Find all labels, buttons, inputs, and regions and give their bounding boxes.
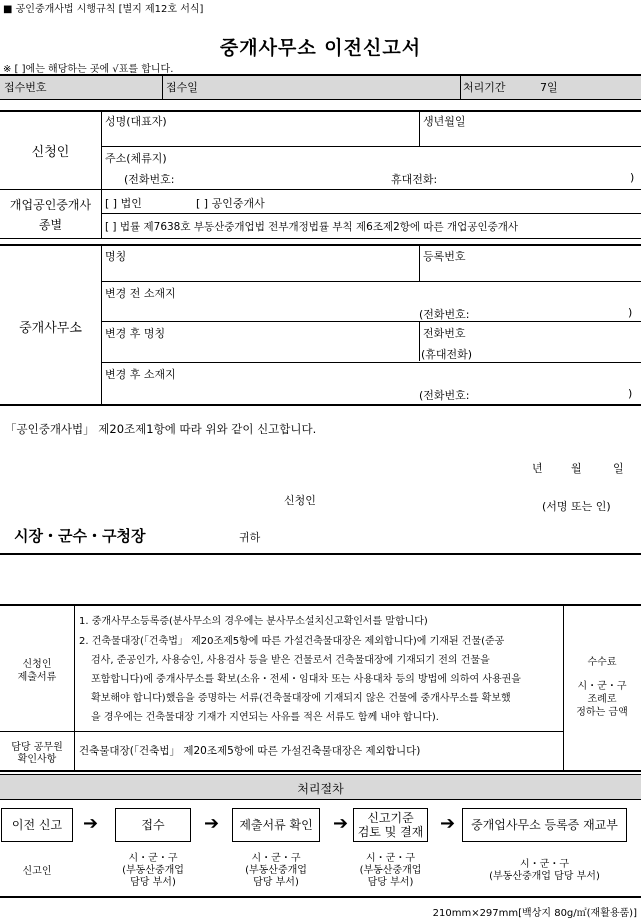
procedure-actor — [353, 853, 428, 889]
fee-label: 수수료 — [587, 657, 617, 668]
office-new-mobile-label: (휴대전화) — [421, 348, 473, 361]
procedure-step: 중개업사무소 등록증 재교부 — [462, 808, 627, 842]
procedure-title: 처리절차 — [297, 782, 344, 796]
broker-type-label-1: 개업공인중개사 — [9, 198, 92, 212]
broker-type-label-2: 종별 — [38, 218, 63, 232]
addressee: 시장・군수・구청장 — [14, 527, 146, 545]
office-old-location-label: 변경 전 소재지 — [105, 287, 176, 300]
instruction-note: ※ [ ]에는 해당하는 곳에 √표를 합니다. — [3, 64, 174, 75]
office-new-phone-label: 전화번호 — [423, 327, 466, 340]
office-old-close-paren: ) — [628, 306, 633, 319]
doc-item-2-line: 포함합니다)에 중개사무소를 확보(소유・전세・임대차 또는 사용대차 등의 방법에 의하여 사용권을 — [91, 674, 521, 685]
honorific: 귀하 — [239, 531, 261, 544]
official-check-label-2: 확인사항 — [17, 754, 57, 765]
procedure-step: 접수 — [115, 808, 191, 842]
office-new-phone-label-2: (전화번호: — [419, 389, 470, 402]
page-title: 중개사무소 이전신고서 — [219, 37, 422, 59]
office-new-name-label: 변경 후 명칭 — [105, 327, 166, 340]
procedure-actor-line: 시・군・구 — [366, 853, 415, 864]
fee-amount-line: 조례로 — [587, 694, 617, 705]
procedure-actor — [1, 866, 73, 878]
doc-item-2-line: 2. 건축물대장(「건축법」 제20조제5항에 따른 가설건축물대장은 제외합니다)에 기재된 건물(준공 — [79, 636, 505, 647]
procedure-actor-line: (부동산중개업 — [359, 865, 422, 876]
official-check-text: 건축물대장(「건축법」 제20조제5항에 따른 가설건축물대장은 제외합니다) — [79, 745, 421, 757]
procedure-actor-line: 시・군・구 — [128, 853, 178, 864]
arrow-right-icon: ➔ — [440, 813, 456, 834]
office-old-phone-label: (전화번호: — [419, 308, 470, 321]
date-month: 월 — [571, 462, 582, 475]
broker-type-law-clause-checkbox[interactable]: [ ] 법률 제7638호 부동산중개업법 전부개정법률 부칙 제6조제2항에 따른 개업공인중개사 — [105, 221, 519, 233]
procedure-actor-line: 담당 부서) — [367, 877, 414, 888]
procedure-actor-line: 신고인 — [22, 866, 52, 877]
office-section-label: 중개사무소 — [19, 321, 82, 336]
procedure-step: 이전 신고 — [1, 808, 73, 842]
date-year: 년 — [532, 462, 543, 475]
office-reg-no-label: 등록번호 — [423, 250, 466, 263]
procedure-actor-line: 담당 부서) — [130, 877, 176, 888]
declaration-text: 「공인중개사법」 제20조제1항에 따라 위와 같이 신고합니다. — [5, 422, 317, 436]
procedure-step: 신고기준 검토 및 결재 — [353, 808, 428, 842]
fee-amount-line: 정하는 금액 — [576, 707, 628, 718]
applicant-mobile-label: 휴대전화: — [391, 173, 438, 186]
procedure-step: 제출서류 확인 — [232, 808, 320, 842]
broker-type-corp-checkbox[interactable]: [ ] 법인 — [105, 197, 142, 210]
submit-docs-label-1: 신청인 — [22, 659, 52, 670]
applicant-name-label: 성명(대표자) — [105, 115, 167, 128]
procedure-actor — [232, 853, 320, 889]
declaration-applicant: 신청인 — [284, 494, 316, 507]
procedure-actor-line: (부동산중개업 담당 부서) — [489, 871, 600, 882]
fee-amount — [563, 680, 641, 719]
processing-period-label: 처리기간 — [463, 81, 506, 94]
doc-item-2-line: 확보해야 합니다)했음을 증명하는 서류(건축물대장에 기재되지 않은 건물에 중개사무소를 확보했 — [91, 693, 511, 704]
signature-note: (서명 또는 인) — [542, 500, 611, 513]
applicant-phone-label: (전화번호: — [124, 173, 175, 186]
procedure-actor-line: (부동산중개업 — [122, 865, 184, 876]
office-new-close-paren: ) — [628, 387, 633, 400]
applicant-section-label: 신청인 — [31, 145, 70, 160]
broker-type-licensed-checkbox[interactable]: [ ] 공인중개사 — [196, 197, 265, 210]
processing-period-value: 7일 — [540, 81, 558, 94]
receipt-date-label: 접수일 — [166, 81, 198, 94]
submit-docs-label-2: 제출서류 — [17, 672, 57, 683]
paper-spec: 210mm×297mm[백상지 80g/㎡(재활용품)] — [432, 908, 637, 919]
official-check-label-1: 담당 공무원 — [11, 742, 63, 753]
arrow-right-icon: ➔ — [333, 813, 349, 834]
doc-item-2-line: 검사, 준공인가, 사용승인, 사용검사 등을 받은 건물로서 건축물대장에 기재되기 전의 건물을 — [91, 655, 490, 666]
procedure-actor-line: 시・군・구 — [520, 859, 569, 870]
receipt-number-label: 접수번호 — [4, 81, 47, 94]
arrow-right-icon: ➔ — [83, 813, 99, 834]
office-new-location-label: 변경 후 소재지 — [105, 368, 176, 381]
applicant-address-label: 주소(체류지) — [105, 152, 167, 165]
doc-item-2-line: 을 경우에는 건축물대장 기재가 지연되는 사유를 적은 서류도 함께 내야 합니다). — [91, 712, 439, 723]
arrow-right-icon: ➔ — [204, 813, 220, 834]
procedure-actor-line: 시・군・구 — [251, 853, 301, 864]
procedure-actor-line: 담당 부서) — [253, 877, 299, 888]
fee-amount-line: 시・군・구 — [577, 681, 627, 692]
procedure-actor-line: (부동산중개업 — [245, 865, 307, 876]
doc-item-2 — [79, 632, 521, 727]
procedure-actor — [462, 859, 627, 883]
procedure-actor — [115, 853, 191, 889]
applicant-birth-label: 생년월일 — [423, 115, 466, 128]
doc-item-1: 1. 중개사무소등록증(분사무소의 경우에는 분사무소설치신고확인서를 말합니다) — [79, 616, 428, 627]
office-name-label: 명칭 — [105, 250, 127, 263]
form-reference: ■ 공인중개사법 시행규칙 [별지 제12호 서식] — [3, 4, 204, 15]
date-day: 일 — [613, 462, 624, 475]
applicant-close-paren: ) — [630, 171, 635, 184]
